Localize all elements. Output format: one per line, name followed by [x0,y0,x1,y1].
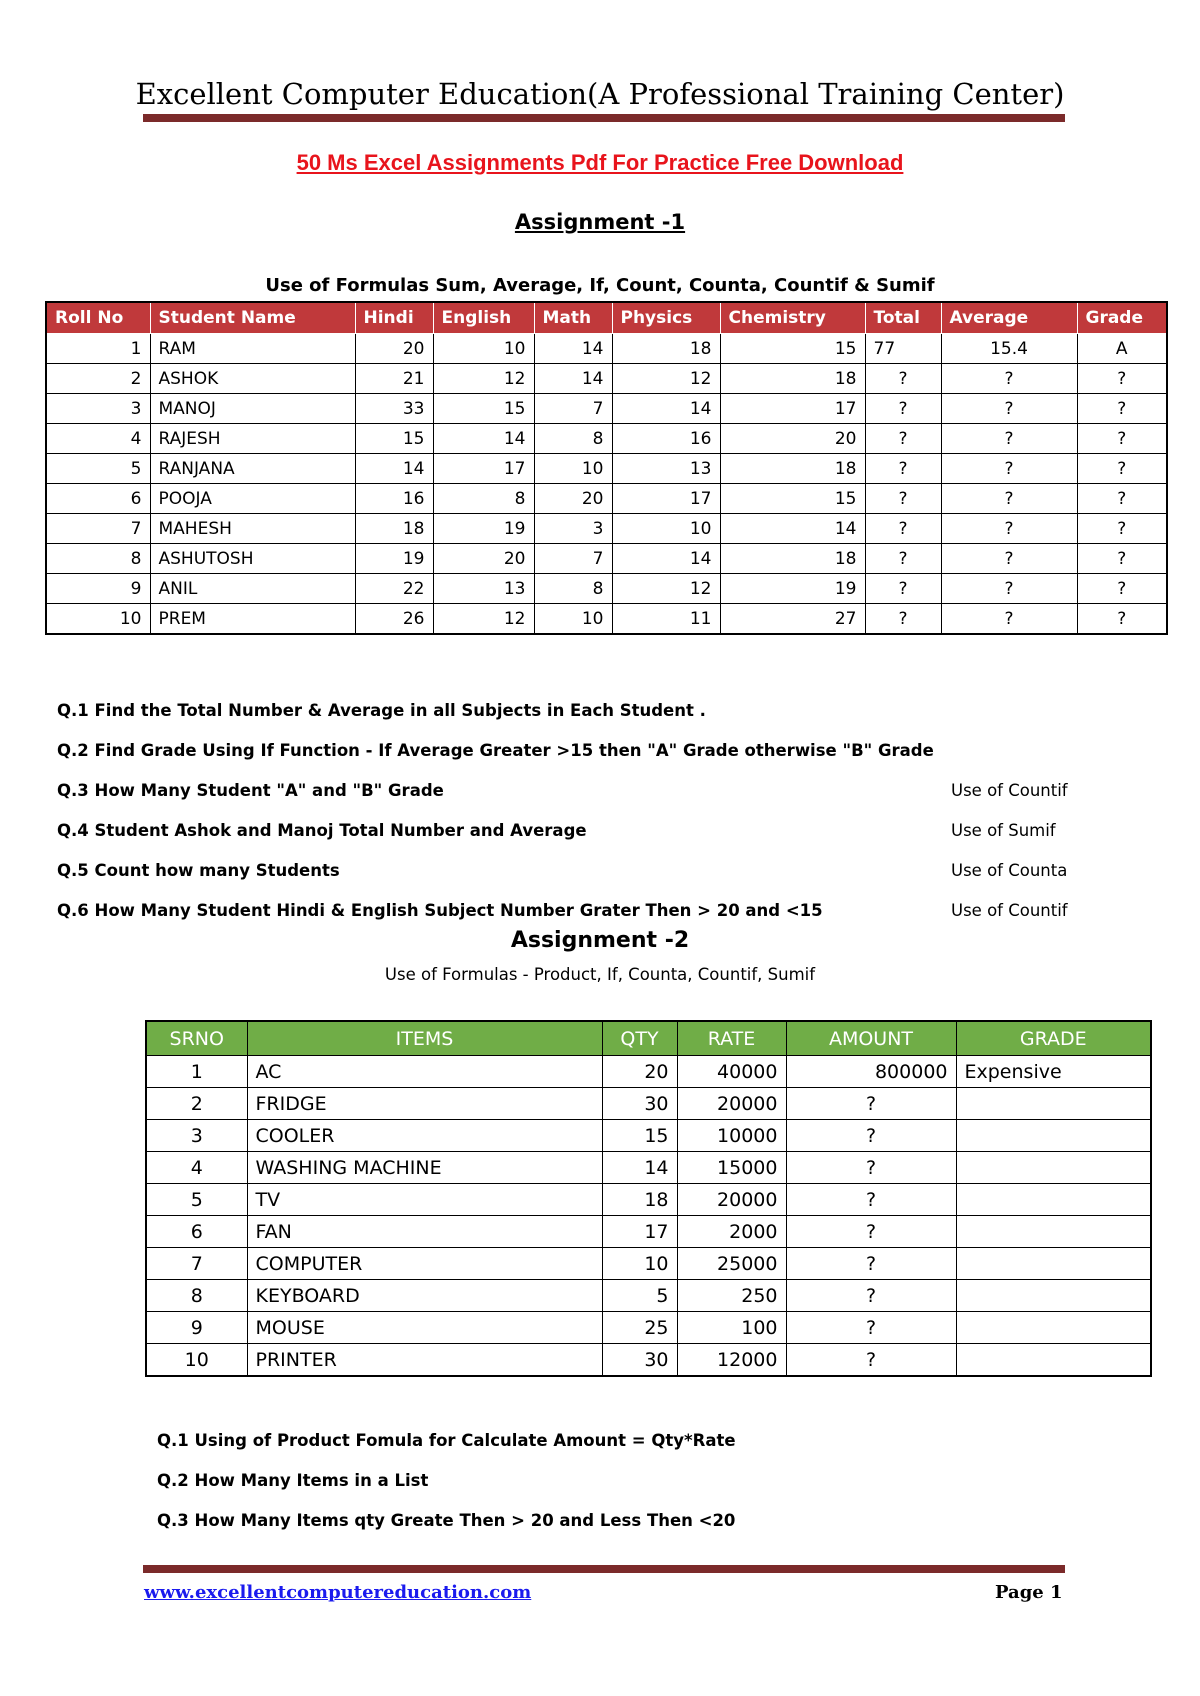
table-cell: ? [1077,394,1167,424]
table-cell: 18 [720,454,865,484]
table-cell [956,1088,1151,1120]
table-cell: 7 [46,514,150,544]
table-cell: 8 [46,544,150,574]
table-cell: ? [941,364,1077,394]
table-cell: PREM [150,604,355,635]
formula-hint: Use of Countif [951,901,1068,920]
table-cell: ? [941,574,1077,604]
table-cell: 12 [433,364,534,394]
table-cell [956,1280,1151,1312]
question-text: Q.2 Find Grade Using If Function - If Average Greater >15 then "A" Grade otherwise "B" Grade [57,741,934,760]
table-cell: 7 [534,544,612,574]
table-header-row [146,1021,1151,1056]
question-text: Q.6 How Many Student Hindi & English Subject Number Grater Then > 20 and <15 [57,901,823,920]
column-header: Roll No [46,302,150,334]
table-cell: TV [247,1184,602,1216]
table-row [146,1312,1151,1344]
table-row [146,1344,1151,1377]
table-cell: 40000 [677,1056,786,1088]
table-cell: ? [941,454,1077,484]
table-cell: 3 [46,394,150,424]
table-cell: 2000 [677,1216,786,1248]
table-cell: ? [865,394,941,424]
table-row [46,484,1167,514]
table-cell: MOUSE [247,1312,602,1344]
table-cell: ? [941,484,1077,514]
table-cell: 15 [720,484,865,514]
table-cell: 5 [602,1280,677,1312]
table-cell: 10 [433,334,534,364]
column-header: Grade [1077,302,1167,334]
table-cell: 25 [602,1312,677,1344]
website-link[interactable]: www.excellentcomputereducation.com [144,1582,532,1603]
table-row [146,1248,1151,1280]
table-cell: 18 [355,514,433,544]
table-cell: 26 [355,604,433,635]
table-cell: ? [1077,454,1167,484]
table-cell: 21 [355,364,433,394]
table-cell: COMPUTER [247,1248,602,1280]
table-cell: ? [786,1120,956,1152]
table-cell: 20000 [677,1088,786,1120]
table-row [146,1056,1151,1088]
table-cell: 3 [534,514,612,544]
column-header: Hindi [355,302,433,334]
formula-hint: Use of Sumif [951,821,1056,840]
table-row [46,424,1167,454]
header-divider [143,114,1065,122]
table-row [46,364,1167,394]
table-row [146,1280,1151,1312]
table-cell: KEYBOARD [247,1280,602,1312]
table-cell: 7 [534,394,612,424]
question-text: Q.3 How Many Items qty Greate Then > 20 and Less Then <20 [157,1511,736,1530]
table-cell: 6 [146,1216,247,1248]
table-cell: ? [1077,364,1167,394]
table-cell [956,1248,1151,1280]
table-cell: 13 [612,454,720,484]
table-cell: 18 [612,334,720,364]
page-header-title: Excellent Computer Education(A Professional Training Center) [135,77,1065,111]
table-cell: 8 [534,574,612,604]
table-cell: 20 [534,484,612,514]
table-cell: ? [1077,424,1167,454]
table-row [146,1184,1151,1216]
table-cell: 16 [355,484,433,514]
table-cell: 12 [612,574,720,604]
table-cell: 20 [433,544,534,574]
table-cell: 1 [46,334,150,364]
table-cell: 10 [602,1248,677,1280]
table-cell: 18 [720,544,865,574]
table-cell: 30 [602,1344,677,1377]
document-title-link[interactable]: 50 Ms Excel Assignments Pdf For Practice Free Download [296,150,904,175]
student-marks-table [45,301,1168,635]
table-cell: 15.4 [941,334,1077,364]
table-cell: ? [1077,544,1167,574]
formula-hint: Use of Counta [951,861,1068,880]
table-cell: RANJANA [150,454,355,484]
table-cell: 15 [355,424,433,454]
table-cell: 27 [720,604,865,635]
column-header: ITEMS [247,1021,602,1056]
table-cell: 17 [612,484,720,514]
table-cell: AC [247,1056,602,1088]
table-cell: 13 [433,574,534,604]
table-cell: ? [865,574,941,604]
table-cell: PRINTER [247,1344,602,1377]
table-cell: 1 [146,1056,247,1088]
question-text: Q.4 Student Ashok and Manoj Total Number and Average [57,821,587,840]
table-cell: 16 [612,424,720,454]
table-cell: 12 [612,364,720,394]
table-cell: 25000 [677,1248,786,1280]
table-cell: 20000 [677,1184,786,1216]
question-text: Q.1 Find the Total Number & Average in all Subjects in Each Student . [57,701,706,720]
table-cell: 12 [433,604,534,635]
table-cell: ? [786,1248,956,1280]
table-row [46,574,1167,604]
table-cell [956,1312,1151,1344]
table-row [146,1152,1151,1184]
table-cell: MANOJ [150,394,355,424]
table-cell [956,1344,1151,1377]
table-cell: 11 [612,604,720,635]
table-cell: 10 [534,604,612,635]
table-cell: ? [786,1088,956,1120]
question-text: Q.2 How Many Items in a List [157,1471,429,1490]
table-cell: 33 [355,394,433,424]
table-cell: A [1077,334,1167,364]
table-cell: 22 [355,574,433,604]
table-cell: ? [941,394,1077,424]
table-cell: 20 [720,424,865,454]
column-header: SRNO [146,1021,247,1056]
table-cell: ? [865,454,941,484]
table-row [146,1120,1151,1152]
table-cell: RAJESH [150,424,355,454]
table-cell: 18 [602,1184,677,1216]
table-cell: 19 [355,544,433,574]
table-cell: 19 [433,514,534,544]
page-number: Page 1 [995,1582,1063,1603]
table-cell: 19 [720,574,865,604]
table-cell: WASHING MACHINE [247,1152,602,1184]
table-cell: ANIL [150,574,355,604]
table-cell [956,1216,1151,1248]
table-cell: ? [865,424,941,454]
table-row [146,1216,1151,1248]
table-cell: 14 [612,544,720,574]
table-cell: RAM [150,334,355,364]
table-cell: ? [786,1312,956,1344]
table-cell: FRIDGE [247,1088,602,1120]
table-cell: ? [786,1344,956,1377]
table-cell: 15000 [677,1152,786,1184]
table-row [46,544,1167,574]
table-cell: ? [941,424,1077,454]
column-header: QTY [602,1021,677,1056]
table-cell: 15 [433,394,534,424]
column-header: Math [534,302,612,334]
table-cell: 5 [46,454,150,484]
table-cell: 5 [146,1184,247,1216]
column-header: Total [865,302,941,334]
question-text: Q.5 Count how many Students [57,861,340,880]
table-cell: 4 [146,1152,247,1184]
table-cell: 20 [355,334,433,364]
table-cell [956,1120,1151,1152]
table-row [46,454,1167,484]
table-cell: ? [786,1152,956,1184]
table-cell: 250 [677,1280,786,1312]
table-cell: 17 [720,394,865,424]
table-cell: 14 [534,334,612,364]
table-cell: 10000 [677,1120,786,1152]
table-cell: 8 [534,424,612,454]
table-cell: 14 [602,1152,677,1184]
assignment2-title: Assignment -2 [510,928,690,953]
column-header: English [433,302,534,334]
table-cell: 77 [865,334,941,364]
table-cell: ? [865,364,941,394]
footer-divider [143,1565,1065,1573]
table-cell: 9 [46,574,150,604]
assignment1-title: Assignment -1 [514,210,686,234]
table-header-row [46,302,1167,334]
table-cell: 18 [720,364,865,394]
table-cell: 14 [720,514,865,544]
table-cell: ? [941,514,1077,544]
table-cell: 15 [602,1120,677,1152]
question-text: Q.1 Using of Product Fomula for Calculate Amount = Qty*Rate [157,1431,736,1450]
table-cell: 2 [146,1088,247,1120]
table-cell: ? [1077,574,1167,604]
table-cell: 15 [720,334,865,364]
table-cell: 30 [602,1088,677,1120]
table-cell: 17 [602,1216,677,1248]
column-header: Chemistry [720,302,865,334]
table-row [146,1088,1151,1120]
table-cell: 20 [602,1056,677,1088]
table-cell: 8 [433,484,534,514]
table-cell: 3 [146,1120,247,1152]
question-text: Q.3 How Many Student "A" and "B" Grade [57,781,444,800]
table-cell: 14 [612,394,720,424]
table-cell: ? [786,1216,956,1248]
table-cell: 9 [146,1312,247,1344]
column-header: GRADE [956,1021,1151,1056]
table-cell: ? [786,1280,956,1312]
table-cell: 7 [146,1248,247,1280]
table-row [46,514,1167,544]
table-cell [956,1152,1151,1184]
table-cell: 14 [534,364,612,394]
table-cell: 8 [146,1280,247,1312]
table-cell: FAN [247,1216,602,1248]
column-header: Physics [612,302,720,334]
table-row [46,604,1167,635]
table-cell: 800000 [786,1056,956,1088]
table-cell: COOLER [247,1120,602,1152]
table-cell: POOJA [150,484,355,514]
table-cell: 12000 [677,1344,786,1377]
formula-hint: Use of Countif [951,781,1068,800]
table-cell: ? [1077,514,1167,544]
table-cell: ? [865,604,941,635]
table-cell: Expensive [956,1056,1151,1088]
table-cell: ? [865,544,941,574]
table-cell: ? [865,484,941,514]
table-cell: 14 [433,424,534,454]
table-cell [956,1184,1151,1216]
table-cell: 6 [46,484,150,514]
table-cell: MAHESH [150,514,355,544]
table-cell: 10 [146,1344,247,1377]
table-cell: ASHOK [150,364,355,394]
table-cell: 10 [534,454,612,484]
column-header: Average [941,302,1077,334]
table-cell: 2 [46,364,150,394]
items-table [145,1020,1152,1377]
table-cell: ? [865,514,941,544]
table-cell: 100 [677,1312,786,1344]
column-header: Student Name [150,302,355,334]
table-row [46,334,1167,364]
table-cell: 14 [355,454,433,484]
table-row [46,394,1167,424]
table-cell: ? [786,1184,956,1216]
table-cell: ? [1077,484,1167,514]
table-cell: 4 [46,424,150,454]
column-header: AMOUNT [786,1021,956,1056]
column-header: RATE [677,1021,786,1056]
table-cell: 17 [433,454,534,484]
table-cell: ASHUTOSH [150,544,355,574]
table-cell: 10 [46,604,150,635]
assignment2-subtitle: Use of Formulas - Product, If, Counta, Countif, Sumif [384,965,816,984]
table-cell: 10 [612,514,720,544]
table-cell: ? [941,604,1077,635]
table-cell: ? [1077,604,1167,635]
assignment1-subtitle: Use of Formulas Sum, Average, If, Count, Counta, Countif & Sumif [265,275,935,296]
table-cell: ? [941,544,1077,574]
